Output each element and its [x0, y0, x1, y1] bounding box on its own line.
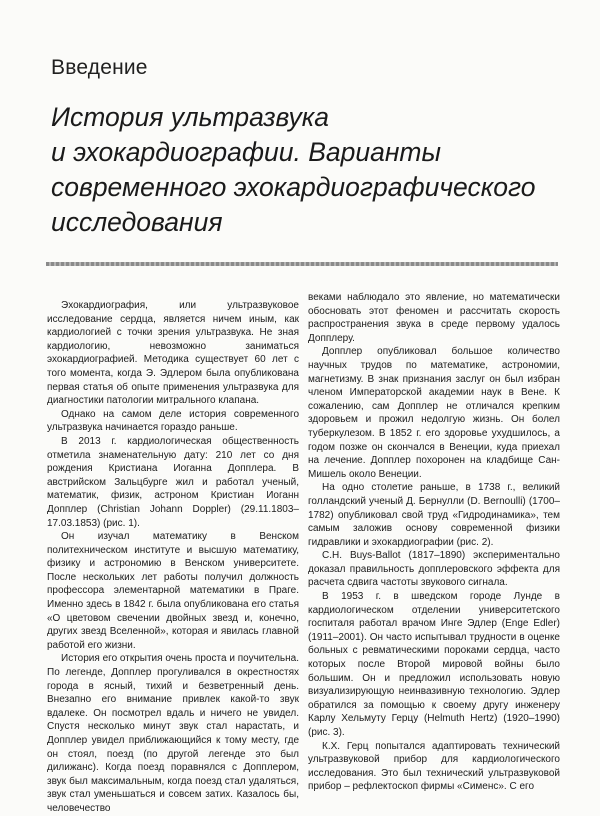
paragraph: К.Х. Герц попытался адаптировать технический ультразвуковой прибор для кардиологического исследования. Это был технический ультразвуковой прибор – рефлектоскоп фирмы «Сименс». С его: [308, 740, 560, 793]
title-line-4: исследования: [51, 207, 223, 237]
paragraph: C.H. Buys-Ballot (1817–1890) экспериментально доказал правильность допплеровского эффекта для расчета сдвига частоты звукового сигнала.: [308, 550, 560, 589]
title-line-1: История ультразвука: [51, 102, 329, 132]
right-column: [308, 291, 560, 794]
paragraph: В 1953 г. в шведском городе Лунде в кардиологическом отделении университетского госпиталя работал врачом Инге Эдлер (Enge Edler) (1911–2001). Он часто испытывал трудности в оценке больных с ревматическими пороками сердца, часто которых после Второй мировой войны было большим. Он и предложил использовать новую визуализирующую неинвазивную технологию. Эдлер обратился за помощью к своему другу инженеру Карлу Хельмуту Герцу (Helmuth Hertz) (1920–1990) (рис. 3).: [308, 591, 560, 738]
paragraph: Эхокардиография, или ультразвуковое исследование сердца, является ничем иным, как кардиологией с точки зрения ультразвука. Не зная кардиологию, невозможно заниматься эхокардиографией. Методика существует 60 лет с того момента, когда Э. Эдлером была опубликована первая статья об опыте применения ультразвука для диагностики патологии митрального клапана.: [47, 300, 299, 407]
paragraph: В 2013 г. кардиологическая общественность отметила знаменательную дату: 210 лет со дня рождения Кристиана Иоганна Допплера. В австрийском Зальцбурге жил и работал ученый, математик, физик, астроном Кристиан Иоганн Допплер (Christian Johann Doppler) (29.11.1803–17.03.1853) (рис. 1).: [47, 435, 299, 529]
paragraph: Однако на самом деле история современного ультразвука начинается гораздо раньше.: [47, 408, 299, 434]
paragraph: Допплер опубликовал большое количество научных трудов по математике, астрономии, магнетизму. В знак признания заслуг он был избран членом Императорской академии наук в Вене. К сожалению, сам Допплер не отличался крепким здоровьем и прожил недолгую жизнь. Он болел туберкулезом. В 1852 г. его здоровье ухудшилось, а годом позже он скончался в Венеции, куда приехал на лечение. Допплер похоронен на кладбище Сан-Мишель около Венеции.: [308, 346, 560, 480]
paragraph: веками наблюдало это явление, но математически обосновать этот феномен и рассчитать скорость распространения звука в среде первому удалось Допплеру.: [308, 292, 560, 344]
title-line-2: и эхокардиографии. Варианты: [51, 137, 441, 167]
page-title: [51, 100, 581, 240]
left-column: [47, 299, 299, 816]
title-line-3: современного эхокардиографического: [51, 172, 536, 202]
paragraph: Он изучал математику в Венском политехническом институте и высшую математику, физику и астрономию в Венском университете. После нескольких лет работы получил должность профессора элементарной математики в Праге. Именно здесь в 1842 г. была опубликована его статья «О цветовом свечении двойных звезд и, конечно, других звезд Вселенной», которая и явилась главной работой его жизни.: [47, 531, 299, 651]
section-label: Введение: [51, 56, 148, 79]
title-divider: [46, 262, 558, 266]
paragraph: На одно столетие раньше, в 1738 г., великий голландский ученый Д. Бернулли (D. Bernoulli) (1700–1782) опубликовал свой труд «Гидродинамика», тем самым заложив основу современной физики гидравлики и эхокардиографии (рис. 2).: [308, 482, 560, 548]
paragraph: История его открытия очень проста и поучительна. По легенде, Допплер прогуливался в окрестностях города в ясный, тихий и безветренный день. Внезапно его внимание привлек какой-то звук вдалеке. Он посмотрел вдаль и ничего не увидел. Спустя несколько минут звук стал нарастать, и Допплер увидел приближающийся к тому месту, где он стоял, поезд (по другой легенде это был дилижанс). Когда поезд поравнялся с Допплером, звук был максимальным, когда поезд стал удаляться, звук стал уменьшаться и совсем затих. Казалось бы, человечество: [47, 653, 299, 814]
